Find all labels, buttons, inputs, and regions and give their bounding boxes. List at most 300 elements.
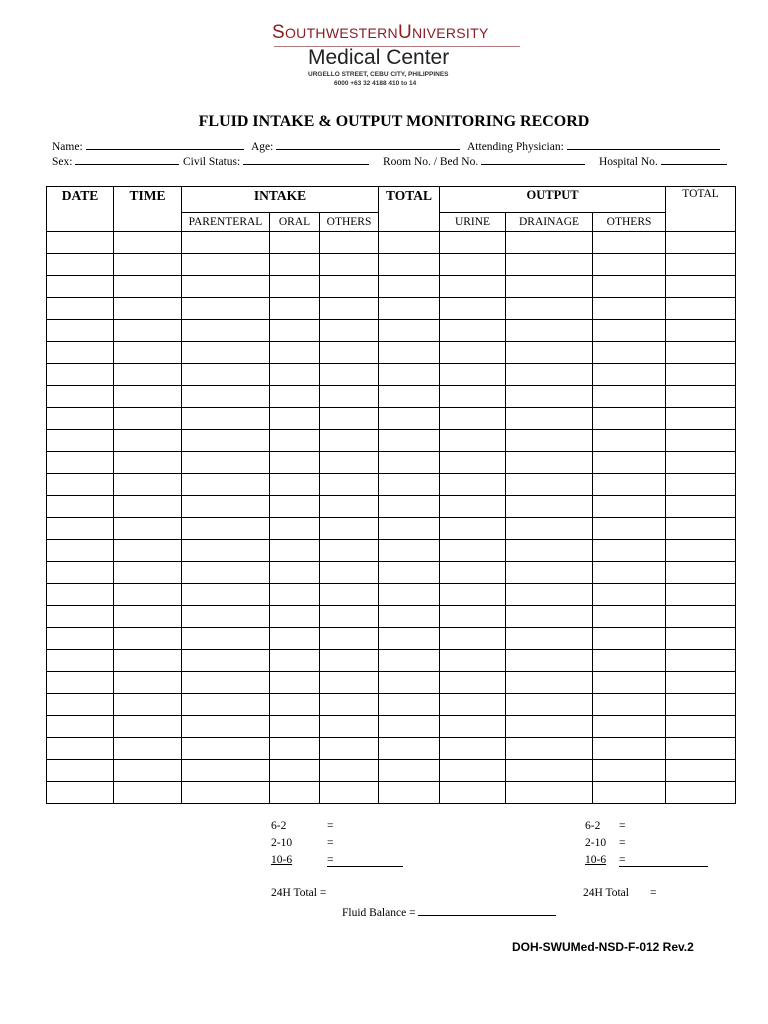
table-cell[interactable] bbox=[440, 496, 506, 518]
table-cell[interactable] bbox=[270, 298, 320, 320]
table-cell[interactable] bbox=[506, 320, 593, 342]
table-cell[interactable] bbox=[593, 738, 666, 760]
table-cell[interactable] bbox=[666, 408, 736, 430]
table-cell[interactable] bbox=[270, 342, 320, 364]
table-cell[interactable] bbox=[506, 540, 593, 562]
table-cell[interactable] bbox=[320, 320, 379, 342]
table-cell[interactable] bbox=[114, 298, 182, 320]
physician-input-line[interactable] bbox=[567, 139, 720, 150]
table-cell[interactable] bbox=[320, 584, 379, 606]
table-cell[interactable] bbox=[270, 276, 320, 298]
table-cell[interactable] bbox=[440, 452, 506, 474]
age-label: Age: bbox=[251, 141, 274, 153]
table-cell[interactable] bbox=[379, 562, 440, 584]
table-cell[interactable] bbox=[320, 672, 379, 694]
table-cell[interactable] bbox=[320, 364, 379, 386]
table-row bbox=[47, 716, 736, 738]
table-cell[interactable] bbox=[270, 782, 320, 804]
table-cell[interactable] bbox=[182, 474, 270, 496]
table-cell[interactable] bbox=[593, 672, 666, 694]
table-cell[interactable] bbox=[47, 254, 114, 276]
table-cell[interactable] bbox=[506, 408, 593, 430]
table-cell[interactable] bbox=[114, 540, 182, 562]
university-name: SOUTHWESTERNUNIVERSITY bbox=[272, 22, 489, 43]
table-cell[interactable] bbox=[320, 760, 379, 782]
table-cell[interactable] bbox=[114, 518, 182, 540]
table-cell[interactable] bbox=[666, 496, 736, 518]
table-cell[interactable] bbox=[182, 672, 270, 694]
table-cell[interactable] bbox=[182, 628, 270, 650]
table-cell[interactable] bbox=[114, 562, 182, 584]
name-label: Name: bbox=[52, 141, 83, 153]
table-cell[interactable] bbox=[114, 606, 182, 628]
table-cell[interactable] bbox=[506, 342, 593, 364]
table-cell[interactable] bbox=[182, 738, 270, 760]
table-cell[interactable] bbox=[593, 342, 666, 364]
intake-shift-10-6: 10-6 = bbox=[271, 854, 292, 866]
table-cell[interactable] bbox=[320, 782, 379, 804]
table-cell[interactable] bbox=[182, 408, 270, 430]
table-cell[interactable] bbox=[666, 430, 736, 452]
table-cell[interactable] bbox=[182, 254, 270, 276]
table-cell[interactable] bbox=[379, 474, 440, 496]
table-cell[interactable] bbox=[593, 496, 666, 518]
table-cell[interactable] bbox=[114, 496, 182, 518]
table-cell[interactable] bbox=[666, 540, 736, 562]
table-cell[interactable] bbox=[47, 496, 114, 518]
name-field bbox=[52, 139, 244, 153]
table-cell[interactable] bbox=[440, 232, 506, 254]
table-row bbox=[47, 408, 736, 430]
sex-input-line[interactable] bbox=[75, 154, 179, 165]
table-cell[interactable] bbox=[666, 254, 736, 276]
table-cell[interactable] bbox=[270, 694, 320, 716]
table-cell[interactable] bbox=[47, 650, 114, 672]
table-cell[interactable] bbox=[506, 716, 593, 738]
table-cell[interactable] bbox=[320, 562, 379, 584]
table-cell[interactable] bbox=[270, 474, 320, 496]
table-cell[interactable] bbox=[47, 452, 114, 474]
table-cell[interactable] bbox=[593, 650, 666, 672]
table-cell[interactable] bbox=[114, 386, 182, 408]
table-cell[interactable] bbox=[182, 386, 270, 408]
table-cell[interactable] bbox=[506, 584, 593, 606]
table-cell[interactable] bbox=[182, 760, 270, 782]
table-cell[interactable] bbox=[666, 716, 736, 738]
intake-header: INTAKE bbox=[182, 187, 379, 213]
table-cell[interactable] bbox=[379, 694, 440, 716]
output-others-header: OTHERS bbox=[593, 213, 666, 232]
table-row bbox=[47, 694, 736, 716]
table-cell[interactable] bbox=[593, 606, 666, 628]
table-cell[interactable] bbox=[114, 650, 182, 672]
table-cell[interactable] bbox=[666, 760, 736, 782]
medical-center-name: Medical Center bbox=[308, 46, 450, 69]
fluid-balance-input-line[interactable] bbox=[418, 905, 556, 916]
table-cell[interactable] bbox=[379, 254, 440, 276]
table-cell[interactable] bbox=[440, 298, 506, 320]
table-cell[interactable] bbox=[182, 562, 270, 584]
table-cell[interactable] bbox=[47, 694, 114, 716]
table-cell[interactable] bbox=[270, 364, 320, 386]
table-cell[interactable] bbox=[270, 672, 320, 694]
table-cell[interactable] bbox=[270, 496, 320, 518]
table-cell[interactable] bbox=[379, 738, 440, 760]
table-cell[interactable] bbox=[182, 298, 270, 320]
table-cell[interactable] bbox=[506, 386, 593, 408]
table-cell[interactable] bbox=[114, 760, 182, 782]
table-cell[interactable] bbox=[440, 386, 506, 408]
table-cell[interactable] bbox=[47, 628, 114, 650]
table-cell[interactable] bbox=[666, 232, 736, 254]
table-cell[interactable] bbox=[666, 738, 736, 760]
table-cell[interactable] bbox=[379, 232, 440, 254]
table-cell[interactable] bbox=[182, 430, 270, 452]
table-cell[interactable] bbox=[114, 584, 182, 606]
table-cell[interactable] bbox=[270, 540, 320, 562]
table-cell[interactable] bbox=[270, 430, 320, 452]
table-cell[interactable] bbox=[440, 408, 506, 430]
table-cell[interactable] bbox=[270, 452, 320, 474]
table-cell[interactable] bbox=[506, 232, 593, 254]
output-24h-total: 24H Total = bbox=[583, 887, 657, 899]
table-cell[interactable] bbox=[666, 606, 736, 628]
table-cell[interactable] bbox=[320, 628, 379, 650]
table-cell[interactable] bbox=[506, 474, 593, 496]
table-cell[interactable] bbox=[506, 562, 593, 584]
table-cell[interactable] bbox=[270, 562, 320, 584]
table-cell[interactable] bbox=[506, 496, 593, 518]
table-cell[interactable] bbox=[379, 716, 440, 738]
table-cell[interactable] bbox=[379, 650, 440, 672]
table-cell[interactable] bbox=[270, 518, 320, 540]
table-cell[interactable] bbox=[379, 782, 440, 804]
table-row bbox=[47, 254, 736, 276]
table-cell[interactable] bbox=[506, 452, 593, 474]
table-cell[interactable] bbox=[379, 298, 440, 320]
table-cell[interactable] bbox=[270, 628, 320, 650]
table-cell[interactable] bbox=[440, 628, 506, 650]
table-cell[interactable] bbox=[320, 606, 379, 628]
table-cell[interactable] bbox=[379, 518, 440, 540]
table-row bbox=[47, 672, 736, 694]
table-cell[interactable] bbox=[182, 452, 270, 474]
table-cell[interactable] bbox=[320, 496, 379, 518]
table-cell[interactable] bbox=[506, 760, 593, 782]
table-cell[interactable] bbox=[666, 320, 736, 342]
table-cell[interactable] bbox=[270, 584, 320, 606]
table-cell[interactable] bbox=[593, 232, 666, 254]
table-cell[interactable] bbox=[320, 342, 379, 364]
table-cell[interactable] bbox=[320, 298, 379, 320]
table-cell[interactable] bbox=[379, 628, 440, 650]
table-cell[interactable] bbox=[114, 232, 182, 254]
table-cell[interactable] bbox=[593, 298, 666, 320]
table-cell[interactable] bbox=[270, 650, 320, 672]
table-cell[interactable] bbox=[182, 716, 270, 738]
table-cell[interactable] bbox=[47, 474, 114, 496]
table-cell[interactable] bbox=[440, 364, 506, 386]
table-cell[interactable] bbox=[379, 452, 440, 474]
table-cell[interactable] bbox=[666, 342, 736, 364]
table-cell[interactable] bbox=[114, 628, 182, 650]
table-cell[interactable] bbox=[379, 408, 440, 430]
table-row bbox=[47, 628, 736, 650]
table-cell[interactable] bbox=[114, 342, 182, 364]
table-cell[interactable] bbox=[47, 782, 114, 804]
table-cell[interactable] bbox=[506, 628, 593, 650]
table-cell[interactable] bbox=[114, 474, 182, 496]
table-cell[interactable] bbox=[47, 364, 114, 386]
table-cell[interactable] bbox=[320, 716, 379, 738]
table-cell[interactable] bbox=[270, 254, 320, 276]
table-cell[interactable] bbox=[506, 782, 593, 804]
table-cell[interactable] bbox=[506, 694, 593, 716]
table-cell[interactable] bbox=[47, 408, 114, 430]
table-cell[interactable] bbox=[182, 518, 270, 540]
table-cell[interactable] bbox=[593, 584, 666, 606]
table-cell[interactable] bbox=[593, 254, 666, 276]
table-cell[interactable] bbox=[182, 364, 270, 386]
table-cell[interactable] bbox=[593, 540, 666, 562]
table-cell[interactable] bbox=[593, 628, 666, 650]
table-cell[interactable] bbox=[440, 606, 506, 628]
table-cell[interactable] bbox=[114, 694, 182, 716]
table-cell[interactable] bbox=[379, 364, 440, 386]
table-cell[interactable] bbox=[593, 386, 666, 408]
table-cell[interactable] bbox=[47, 760, 114, 782]
table-cell[interactable] bbox=[593, 782, 666, 804]
table-cell[interactable] bbox=[593, 474, 666, 496]
intake-24h-total: 24H Total = bbox=[271, 887, 327, 899]
table-cell[interactable] bbox=[440, 782, 506, 804]
table-cell[interactable] bbox=[182, 496, 270, 518]
output-shift-10-6: 10-6 = bbox=[585, 854, 606, 866]
table-cell[interactable] bbox=[440, 430, 506, 452]
table-cell[interactable] bbox=[379, 672, 440, 694]
table-cell[interactable] bbox=[506, 738, 593, 760]
table-cell[interactable] bbox=[114, 672, 182, 694]
table-cell[interactable] bbox=[666, 386, 736, 408]
table-cell[interactable] bbox=[440, 694, 506, 716]
table-cell[interactable] bbox=[320, 694, 379, 716]
room-input-line[interactable] bbox=[481, 154, 585, 165]
table-cell[interactable] bbox=[182, 584, 270, 606]
table-cell[interactable] bbox=[114, 430, 182, 452]
table-cell[interactable] bbox=[666, 562, 736, 584]
table-cell[interactable] bbox=[440, 474, 506, 496]
table-cell[interactable] bbox=[593, 694, 666, 716]
table-cell[interactable] bbox=[114, 716, 182, 738]
table-cell[interactable] bbox=[593, 408, 666, 430]
table-cell[interactable] bbox=[666, 276, 736, 298]
table-cell[interactable] bbox=[666, 364, 736, 386]
intake-others-header: OTHERS bbox=[320, 213, 379, 232]
table-cell[interactable] bbox=[379, 606, 440, 628]
table-cell[interactable] bbox=[593, 760, 666, 782]
table-cell[interactable] bbox=[320, 540, 379, 562]
table-cell[interactable] bbox=[440, 672, 506, 694]
table-cell[interactable] bbox=[506, 650, 593, 672]
table-cell[interactable] bbox=[270, 760, 320, 782]
output-shift-2-10: 2-10 = bbox=[585, 837, 626, 849]
table-cell[interactable] bbox=[440, 540, 506, 562]
table-cell[interactable] bbox=[182, 320, 270, 342]
table-cell[interactable] bbox=[440, 342, 506, 364]
table-cell[interactable] bbox=[47, 540, 114, 562]
table-cell[interactable] bbox=[182, 606, 270, 628]
table-row bbox=[47, 364, 736, 386]
table-row bbox=[47, 606, 736, 628]
table-cell[interactable] bbox=[593, 320, 666, 342]
table-cell[interactable] bbox=[47, 232, 114, 254]
table-cell[interactable] bbox=[666, 694, 736, 716]
table-row bbox=[47, 386, 736, 408]
table-cell[interactable] bbox=[320, 474, 379, 496]
table-cell[interactable] bbox=[666, 584, 736, 606]
table-cell[interactable] bbox=[320, 738, 379, 760]
table-cell[interactable] bbox=[440, 518, 506, 540]
physician-label: Attending Physician: bbox=[467, 141, 564, 153]
table-cell[interactable] bbox=[379, 760, 440, 782]
table-cell[interactable] bbox=[506, 672, 593, 694]
table-cell[interactable] bbox=[440, 276, 506, 298]
table-cell[interactable] bbox=[114, 254, 182, 276]
table-cell[interactable] bbox=[182, 782, 270, 804]
table-cell[interactable] bbox=[182, 232, 270, 254]
table-cell[interactable] bbox=[666, 518, 736, 540]
table-cell[interactable] bbox=[182, 694, 270, 716]
table-cell[interactable] bbox=[114, 452, 182, 474]
table-cell[interactable] bbox=[506, 606, 593, 628]
table-cell[interactable] bbox=[320, 254, 379, 276]
table-cell[interactable] bbox=[320, 386, 379, 408]
table-cell[interactable] bbox=[379, 540, 440, 562]
drainage-header: DRAINAGE bbox=[506, 213, 593, 232]
age-input-line[interactable] bbox=[276, 139, 460, 150]
table-cell[interactable] bbox=[593, 562, 666, 584]
table-cell[interactable] bbox=[270, 386, 320, 408]
table-cell[interactable] bbox=[593, 430, 666, 452]
table-cell[interactable] bbox=[379, 320, 440, 342]
header-row bbox=[47, 187, 736, 213]
table-cell[interactable] bbox=[379, 386, 440, 408]
table-cell[interactable] bbox=[440, 738, 506, 760]
output-shift-6-2: 6-2 = bbox=[585, 820, 626, 832]
table-cell[interactable] bbox=[440, 254, 506, 276]
table-cell[interactable] bbox=[270, 232, 320, 254]
intake-total-header: TOTAL bbox=[379, 187, 440, 232]
table-cell[interactable] bbox=[506, 364, 593, 386]
table-cell[interactable] bbox=[47, 584, 114, 606]
table-cell[interactable] bbox=[320, 408, 379, 430]
table-cell[interactable] bbox=[506, 518, 593, 540]
table-cell[interactable] bbox=[440, 320, 506, 342]
table-cell[interactable] bbox=[440, 716, 506, 738]
table-cell[interactable] bbox=[47, 606, 114, 628]
table-cell[interactable] bbox=[114, 364, 182, 386]
table-cell[interactable] bbox=[320, 232, 379, 254]
table-cell[interactable] bbox=[593, 276, 666, 298]
table-cell[interactable] bbox=[47, 562, 114, 584]
table-cell[interactable] bbox=[47, 342, 114, 364]
table-cell[interactable] bbox=[114, 320, 182, 342]
table-cell[interactable] bbox=[114, 408, 182, 430]
table-cell[interactable] bbox=[320, 650, 379, 672]
intake-shift-6-2: 6-2 = bbox=[271, 820, 334, 832]
table-cell[interactable] bbox=[320, 276, 379, 298]
table-cell[interactable] bbox=[440, 760, 506, 782]
table-cell[interactable] bbox=[114, 782, 182, 804]
table-cell[interactable] bbox=[506, 276, 593, 298]
name-input-line[interactable] bbox=[86, 139, 244, 150]
output-header: OUTPUT bbox=[440, 187, 666, 213]
civil-status-input-line[interactable] bbox=[243, 154, 369, 165]
table-cell[interactable] bbox=[47, 716, 114, 738]
table-cell[interactable] bbox=[47, 386, 114, 408]
table-cell[interactable] bbox=[666, 474, 736, 496]
table-cell[interactable] bbox=[270, 320, 320, 342]
table-cell[interactable] bbox=[666, 452, 736, 474]
table-cell[interactable] bbox=[666, 650, 736, 672]
table-cell[interactable] bbox=[506, 254, 593, 276]
table-cell[interactable] bbox=[182, 342, 270, 364]
table-cell[interactable] bbox=[47, 518, 114, 540]
table-cell[interactable] bbox=[379, 584, 440, 606]
table-cell[interactable] bbox=[320, 518, 379, 540]
table-cell[interactable] bbox=[379, 430, 440, 452]
room-field bbox=[383, 154, 585, 168]
table-cell[interactable] bbox=[270, 408, 320, 430]
table-cell[interactable] bbox=[182, 540, 270, 562]
table-cell[interactable] bbox=[320, 430, 379, 452]
hospital-input-line[interactable] bbox=[661, 154, 727, 165]
table-cell[interactable] bbox=[47, 320, 114, 342]
table-cell[interactable] bbox=[440, 650, 506, 672]
table-cell[interactable] bbox=[47, 672, 114, 694]
table-cell[interactable] bbox=[666, 298, 736, 320]
table-cell[interactable] bbox=[593, 452, 666, 474]
table-cell[interactable] bbox=[666, 782, 736, 804]
table-cell[interactable] bbox=[666, 628, 736, 650]
table-cell[interactable] bbox=[440, 562, 506, 584]
table-cell[interactable] bbox=[270, 716, 320, 738]
table-cell[interactable] bbox=[114, 738, 182, 760]
table-cell[interactable] bbox=[593, 716, 666, 738]
table-cell[interactable] bbox=[379, 496, 440, 518]
table-cell[interactable] bbox=[270, 738, 320, 760]
table-cell[interactable] bbox=[47, 430, 114, 452]
table-cell[interactable] bbox=[593, 518, 666, 540]
table-cell[interactable] bbox=[666, 672, 736, 694]
table-cell[interactable] bbox=[182, 650, 270, 672]
table-cell[interactable] bbox=[379, 342, 440, 364]
table-row bbox=[47, 232, 736, 254]
table-cell[interactable] bbox=[182, 276, 270, 298]
table-cell[interactable] bbox=[506, 298, 593, 320]
intake-output-table bbox=[46, 186, 736, 804]
table-cell[interactable] bbox=[47, 276, 114, 298]
table-cell[interactable] bbox=[379, 276, 440, 298]
table-cell[interactable] bbox=[47, 738, 114, 760]
table-cell[interactable] bbox=[440, 584, 506, 606]
table-cell[interactable] bbox=[320, 452, 379, 474]
table-cell[interactable] bbox=[270, 606, 320, 628]
table-cell[interactable] bbox=[114, 276, 182, 298]
table-cell[interactable] bbox=[506, 430, 593, 452]
table-cell[interactable] bbox=[47, 298, 114, 320]
table-cell[interactable] bbox=[593, 364, 666, 386]
